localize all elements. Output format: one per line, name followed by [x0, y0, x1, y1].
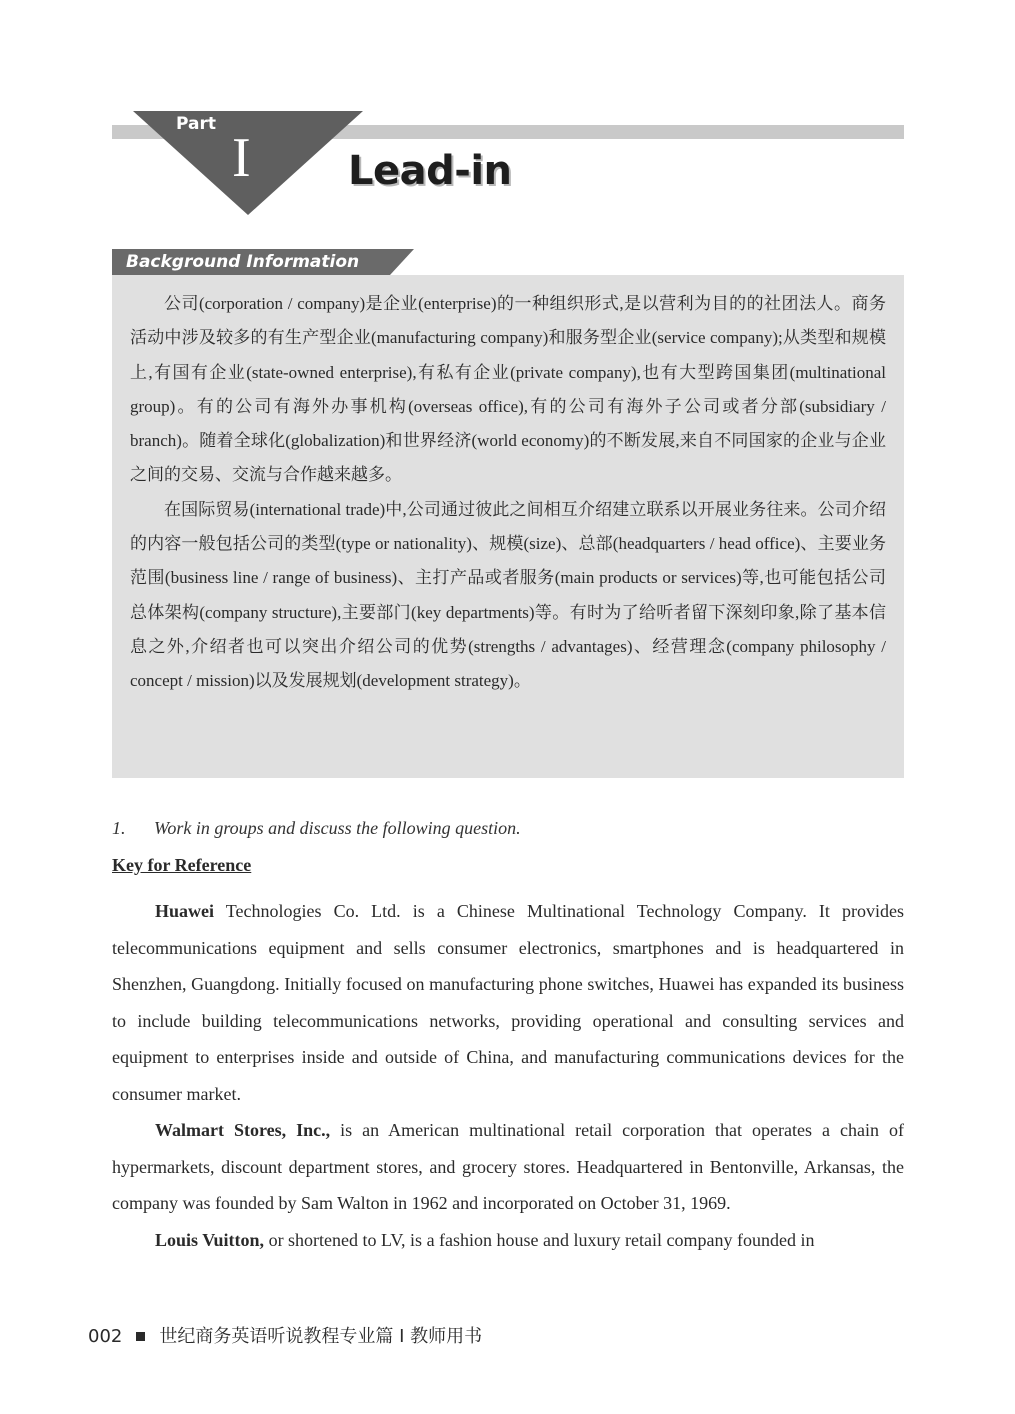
- exercise-number: 1.: [112, 818, 126, 838]
- background-paragraph: 在国际贸易(international trade)中,公司通过彼此之间相互介绍建立联系以开展业务往来。公司介绍的内容一般包括公司的类型(type or nationality)、规模(size)、总部(headquarters / head office)、主要业务范围(business line / range of business)、主打产品或者服务(main products or services)等,也可能包括公司总体架构(company structure),主要部门(key departments)等。有时为了给听者留下深刻印象,除了基本信息之外,介绍者也可以突出介绍公司的优势(strengths / advantages)、经营理念(company philosophy / concept / mission)以及发展规划(development strategy)。: [130, 499, 886, 691]
- part-label: Part: [176, 114, 216, 134]
- exercise-question: [112, 815, 904, 841]
- company-name: Walmart Stores, Inc.,: [155, 1120, 331, 1140]
- square-bullet-icon: [136, 1332, 145, 1341]
- part-number: I: [232, 127, 251, 189]
- background-tab-label: Background Information: [126, 252, 360, 272]
- background-paragraph: 公司(corporation / company)是企业(enterprise)的一种组织形式,是以营利为目的的社团法人。商务活动中涉及较多的有生产型企业(manufacturing company)和服务型企业(service company);从类型和规模上,有国有企业(state-owned enterprise),有私有企业(private company),也有大型跨国集团(multinational group)。有的公司有海外办事机构(overseas office),有的公司有海外子公司或者分部(subsidiary / branch)。随着全球化(globalization)和世界经济(world economy)的不断发展,来自不同国家的企业与企业之间的交易、交流与合作越来越多。: [130, 294, 886, 485]
- company-name: Louis Vuitton,: [155, 1229, 265, 1250]
- key-heading: Key for Reference: [112, 855, 252, 875]
- key-paragraph: Louis Vuitton, or shortened to LV, is a fashion house and luxury retail company founded in: [155, 1229, 815, 1250]
- book-title: 世纪商务英语听说教程专业篇 Ⅰ 教师用书: [159, 1326, 483, 1347]
- company-name: Huawei: [155, 901, 215, 921]
- key-paragraph: Huawei Technologies Co. Ltd. is a Chinese Multinational Technology Company. It provides telecommunications equipment and sells consumer electronics, smartphones and is headquartered in Shenzhen, Guangdong. Initially focused on manufacturing phone switches, Huawei has expanded its business to include building telecommunications networks, providing operational and consulting services and equipment to enterprises inside and outside of China, and manufacturing communications devices for the consumer market.: [112, 901, 904, 1104]
- key-paragraph: Walmart Stores, Inc., is an American multinational retail corporation that operates a chain of hypermarkets, discount department stores, and grocery stores. Headquartered in Bentonville, Arkansas, the company was founded by Sam Walton in 1962 and incorporated on October 31, 1969.: [112, 1120, 904, 1213]
- exercise-instruction: Work in groups and discuss the following question.: [154, 818, 521, 838]
- key-body: [112, 893, 904, 1258]
- background-info-box: [112, 275, 904, 778]
- page-footer: [88, 1322, 788, 1352]
- section-title: Lead-in: [348, 148, 512, 194]
- page-number: 002: [88, 1326, 123, 1347]
